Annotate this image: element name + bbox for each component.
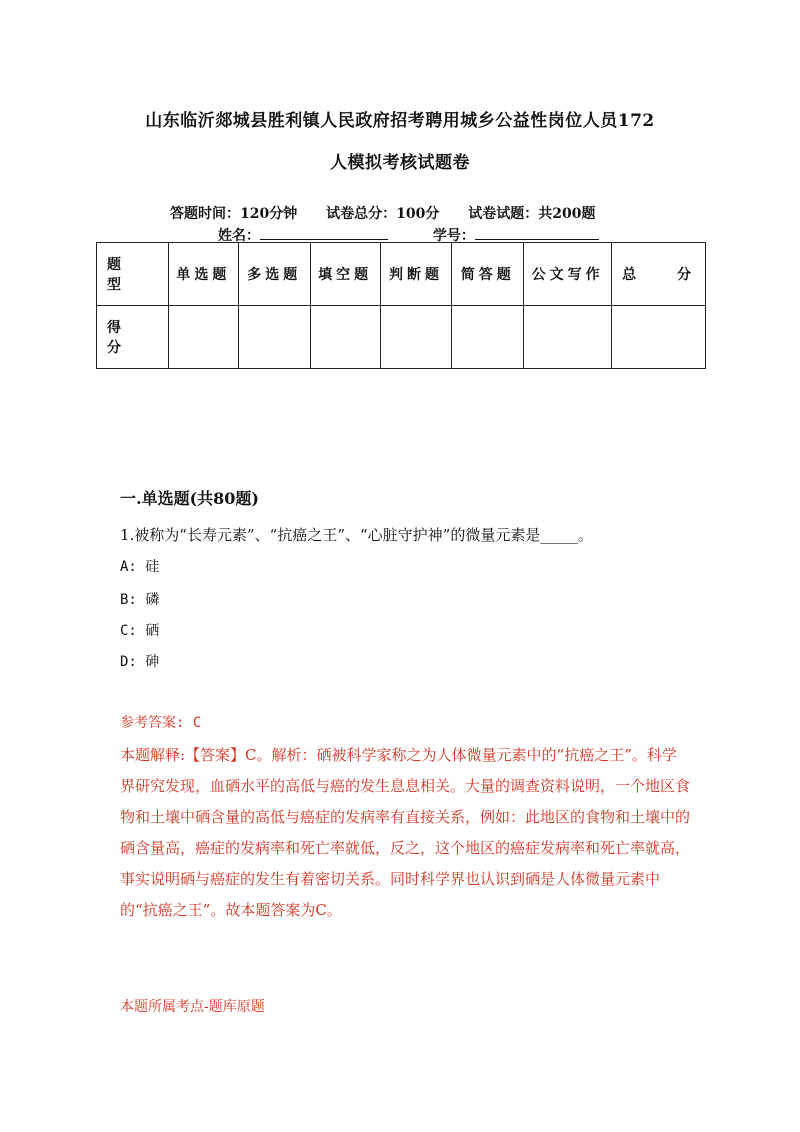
score-table-header-row	[97, 243, 706, 306]
option-b: B: 磷	[120, 592, 160, 608]
score-header-judge: 判断题	[380, 243, 452, 306]
name-blank	[260, 227, 388, 240]
name-label: 姓名：	[218, 228, 260, 244]
reference-answer: 参考答案: C	[120, 715, 202, 731]
score-header-short: 简答题	[452, 243, 524, 306]
exam-title-line1: 山东临沂郯城县胜利镇人民政府招考聘用城乡公益性岗位人员172	[145, 111, 655, 131]
score-header-document: 公文写作	[524, 243, 612, 306]
id-label: 学号：	[432, 228, 475, 244]
score-table	[96, 242, 706, 369]
score-header-single: 单选题	[168, 243, 238, 306]
score-cell[interactable]	[524, 306, 612, 369]
section-title: 一.单选题(共80题)	[120, 489, 259, 508]
score-header-multi: 多选题	[238, 243, 310, 306]
score-cell[interactable]	[238, 306, 310, 369]
exam-total-score: 试卷总分：100分	[326, 206, 440, 222]
question-source: 本题所属考点-题库原题	[120, 999, 265, 1015]
score-cell[interactable]	[612, 306, 706, 369]
exam-total-questions: 试卷试题：共200题	[468, 206, 596, 222]
score-header-type: 题 型	[97, 243, 169, 306]
question-stem: 1.被称为“长寿元素”、“抗癌之王”、“心脏守护神”的微量元素是_____。	[120, 526, 593, 544]
exam-title-line2: 人模拟考核试题卷	[330, 153, 470, 173]
option-d: D: 砷	[120, 654, 160, 670]
score-cell[interactable]	[168, 306, 238, 369]
option-a: A: 硅	[120, 559, 160, 575]
score-header-fill: 填空题	[310, 243, 380, 306]
score-cell[interactable]	[380, 306, 452, 369]
id-blank	[475, 227, 599, 240]
answer-explanation: 本题解释:【答案】C。解析：硒被科学家称之为人体微量元素中的“抗癌之王”。科学界研究发现，血硒水平的高低与癌的发生息息相关。大量的调查资料说明，一个地区食物和土壤中硒含量的高低与癌症的发病率有直接关系，例如：此地区的食物和土壤中的硒含量高，癌症的发病率和死亡率就低，反之，这个地区的癌症发病率和死亡率就高，事实说明硒与癌症的发生有着密切关系。同时科学界也认识到硒是人体微量元素中的“抗癌之王”。故本题答案为C。	[120, 746, 691, 919]
option-c: C: 硒	[120, 623, 160, 639]
exam-meta	[170, 203, 619, 223]
exam-time: 答题时间：120分钟	[170, 206, 298, 222]
score-header-total: 总 分	[612, 243, 706, 306]
score-cell[interactable]	[452, 306, 524, 369]
score-cell[interactable]	[310, 306, 380, 369]
score-row-label: 得 分	[97, 306, 169, 369]
score-table-score-row	[97, 306, 706, 369]
